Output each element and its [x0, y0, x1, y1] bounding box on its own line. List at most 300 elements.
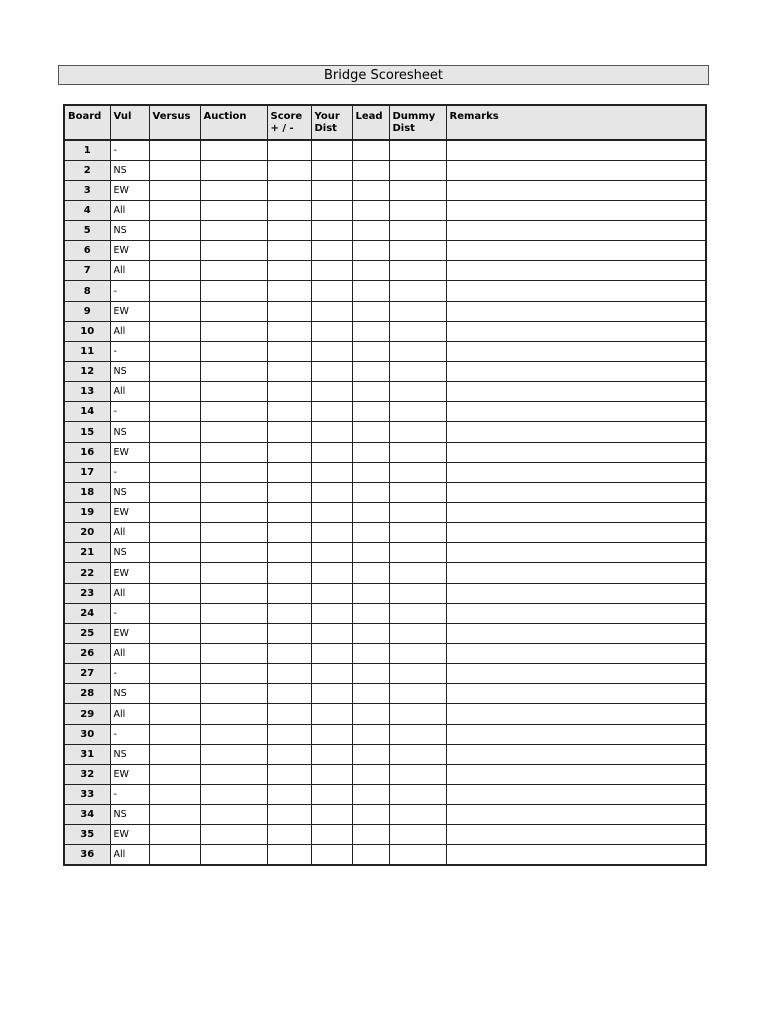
auction-entry-cell[interactable]: [200, 402, 267, 422]
auction-entry-cell[interactable]: [200, 543, 267, 563]
versus-entry-cell[interactable]: [149, 845, 200, 865]
versus-entry-cell[interactable]: [149, 503, 200, 523]
remarks-entry-cell[interactable]: [446, 382, 706, 402]
your-dist-entry-cell[interactable]: [311, 462, 352, 482]
score-entry-cell[interactable]: [267, 442, 311, 462]
board-number-cell: 23: [64, 583, 110, 603]
remarks-entry-cell[interactable]: [446, 503, 706, 523]
your-dist-entry-cell[interactable]: [311, 684, 352, 704]
your-dist-entry-cell[interactable]: [311, 563, 352, 583]
remarks-entry-cell[interactable]: [446, 321, 706, 341]
your-dist-entry-cell[interactable]: [311, 724, 352, 744]
vulnerability-cell: NS: [110, 482, 149, 502]
board-number-cell: 4: [64, 200, 110, 220]
dummy-dist-entry-cell[interactable]: [389, 603, 446, 623]
lead-entry-cell[interactable]: [352, 644, 389, 664]
dummy-dist-entry-cell[interactable]: [389, 462, 446, 482]
auction-entry-cell[interactable]: [200, 724, 267, 744]
auction-entry-cell[interactable]: [200, 160, 267, 180]
remarks-entry-cell[interactable]: [446, 422, 706, 442]
lead-entry-cell[interactable]: [352, 724, 389, 744]
lead-entry-cell[interactable]: [352, 805, 389, 825]
dummy-dist-entry-cell[interactable]: [389, 382, 446, 402]
versus-entry-cell[interactable]: [149, 200, 200, 220]
remarks-entry-cell[interactable]: [446, 744, 706, 764]
score-entry-cell[interactable]: [267, 684, 311, 704]
board-number-cell: 21: [64, 543, 110, 563]
versus-entry-cell[interactable]: [149, 825, 200, 845]
score-entry-cell[interactable]: [267, 200, 311, 220]
your-dist-entry-cell[interactable]: [311, 583, 352, 603]
dummy-dist-entry-cell[interactable]: [389, 664, 446, 684]
lead-entry-cell[interactable]: [352, 221, 389, 241]
vulnerability-cell: NS: [110, 221, 149, 241]
score-entry-cell[interactable]: [267, 422, 311, 442]
table-row: [64, 785, 706, 805]
score-entry-cell[interactable]: [267, 805, 311, 825]
remarks-entry-cell[interactable]: [446, 805, 706, 825]
remarks-entry-cell[interactable]: [446, 180, 706, 200]
vulnerability-cell: -: [110, 603, 149, 623]
lead-entry-cell[interactable]: [352, 301, 389, 321]
lead-entry-cell[interactable]: [352, 664, 389, 684]
your-dist-entry-cell[interactable]: [311, 241, 352, 261]
auction-entry-cell[interactable]: [200, 603, 267, 623]
auction-entry-cell[interactable]: [200, 523, 267, 543]
versus-entry-cell[interactable]: [149, 543, 200, 563]
versus-entry-cell[interactable]: [149, 221, 200, 241]
versus-entry-cell[interactable]: [149, 805, 200, 825]
table-row: [64, 442, 706, 462]
score-entry-cell[interactable]: [267, 180, 311, 200]
remarks-entry-cell[interactable]: [446, 281, 706, 301]
dummy-dist-entry-cell[interactable]: [389, 764, 446, 784]
lead-entry-cell[interactable]: [352, 281, 389, 301]
board-number-cell: 5: [64, 221, 110, 241]
your-dist-entry-cell[interactable]: [311, 785, 352, 805]
remarks-entry-cell[interactable]: [446, 362, 706, 382]
remarks-entry-cell[interactable]: [446, 241, 706, 261]
dummy-dist-entry-cell[interactable]: [389, 341, 446, 361]
auction-entry-cell[interactable]: [200, 684, 267, 704]
versus-entry-cell[interactable]: [149, 664, 200, 684]
lead-entry-cell[interactable]: [352, 684, 389, 704]
score-entry-cell[interactable]: [267, 825, 311, 845]
dummy-dist-entry-cell[interactable]: [389, 422, 446, 442]
dummy-dist-entry-cell[interactable]: [389, 160, 446, 180]
score-entry-cell[interactable]: [267, 160, 311, 180]
auction-entry-cell[interactable]: [200, 623, 267, 643]
vulnerability-cell: NS: [110, 422, 149, 442]
auction-entry-cell[interactable]: [200, 200, 267, 220]
versus-entry-cell[interactable]: [149, 764, 200, 784]
board-number-cell: 3: [64, 180, 110, 200]
versus-entry-cell[interactable]: [149, 644, 200, 664]
dummy-dist-entry-cell[interactable]: [389, 503, 446, 523]
score-entry-cell[interactable]: [267, 764, 311, 784]
lead-entry-cell[interactable]: [352, 623, 389, 643]
remarks-entry-cell[interactable]: [446, 764, 706, 784]
board-number-cell: 14: [64, 402, 110, 422]
versus-entry-cell[interactable]: [149, 482, 200, 502]
auction-entry-cell[interactable]: [200, 422, 267, 442]
dummy-dist-entry-cell[interactable]: [389, 744, 446, 764]
auction-entry-cell[interactable]: [200, 664, 267, 684]
versus-entry-cell[interactable]: [149, 160, 200, 180]
lead-entry-cell[interactable]: [352, 241, 389, 261]
board-number-cell: 30: [64, 724, 110, 744]
versus-entry-cell[interactable]: [149, 744, 200, 764]
dummy-dist-entry-cell[interactable]: [389, 362, 446, 382]
remarks-entry-cell[interactable]: [446, 462, 706, 482]
vulnerability-cell: All: [110, 261, 149, 281]
dummy-dist-entry-cell[interactable]: [389, 543, 446, 563]
your-dist-entry-cell[interactable]: [311, 140, 352, 160]
dummy-dist-entry-cell[interactable]: [389, 261, 446, 281]
your-dist-entry-cell[interactable]: [311, 503, 352, 523]
score-entry-cell[interactable]: [267, 140, 311, 160]
remarks-entry-cell[interactable]: [446, 684, 706, 704]
auction-entry-cell[interactable]: [200, 644, 267, 664]
score-entry-cell[interactable]: [267, 221, 311, 241]
auction-entry-cell[interactable]: [200, 583, 267, 603]
dummy-dist-entry-cell[interactable]: [389, 623, 446, 643]
score-entry-cell[interactable]: [267, 603, 311, 623]
lead-entry-cell[interactable]: [352, 543, 389, 563]
vulnerability-cell: EW: [110, 764, 149, 784]
dummy-dist-entry-cell[interactable]: [389, 704, 446, 724]
auction-entry-cell[interactable]: [200, 341, 267, 361]
remarks-entry-cell[interactable]: [446, 523, 706, 543]
score-entry-cell[interactable]: [267, 362, 311, 382]
versus-entry-cell[interactable]: [149, 341, 200, 361]
score-entry-cell[interactable]: [267, 503, 311, 523]
remarks-entry-cell[interactable]: [446, 221, 706, 241]
score-entry-cell[interactable]: [267, 845, 311, 865]
board-number-cell: 22: [64, 563, 110, 583]
dummy-dist-entry-cell[interactable]: [389, 241, 446, 261]
your-dist-entry-cell[interactable]: [311, 362, 352, 382]
remarks-entry-cell[interactable]: [446, 704, 706, 724]
lead-entry-cell[interactable]: [352, 341, 389, 361]
versus-entry-cell[interactable]: [149, 785, 200, 805]
remarks-entry-cell[interactable]: [446, 623, 706, 643]
your-dist-entry-cell[interactable]: [311, 764, 352, 784]
dummy-dist-entry-cell[interactable]: [389, 583, 446, 603]
your-dist-entry-cell[interactable]: [311, 382, 352, 402]
remarks-entry-cell[interactable]: [446, 261, 706, 281]
lead-entry-cell[interactable]: [352, 462, 389, 482]
dummy-dist-entry-cell[interactable]: [389, 221, 446, 241]
table-row: [64, 845, 706, 865]
score-entry-cell[interactable]: [267, 644, 311, 664]
your-dist-entry-cell[interactable]: [311, 402, 352, 422]
dummy-dist-entry-cell[interactable]: [389, 563, 446, 583]
auction-entry-cell[interactable]: [200, 221, 267, 241]
dummy-dist-entry-cell[interactable]: [389, 200, 446, 220]
column-header-score: Score + / -: [267, 105, 311, 140]
versus-entry-cell[interactable]: [149, 140, 200, 160]
score-entry-cell[interactable]: [267, 402, 311, 422]
table-row: [64, 301, 706, 321]
lead-entry-cell[interactable]: [352, 764, 389, 784]
column-header-lead: Lead: [352, 105, 389, 140]
table-row: [64, 221, 706, 241]
remarks-entry-cell[interactable]: [446, 140, 706, 160]
lead-entry-cell[interactable]: [352, 321, 389, 341]
your-dist-entry-cell[interactable]: [311, 200, 352, 220]
board-number-cell: 17: [64, 462, 110, 482]
versus-entry-cell[interactable]: [149, 382, 200, 402]
auction-entry-cell[interactable]: [200, 764, 267, 784]
table-row: [64, 180, 706, 200]
score-entry-cell[interactable]: [267, 321, 311, 341]
lead-entry-cell[interactable]: [352, 845, 389, 865]
versus-entry-cell[interactable]: [149, 442, 200, 462]
table-row: [64, 341, 706, 361]
versus-entry-cell[interactable]: [149, 563, 200, 583]
lead-entry-cell[interactable]: [352, 523, 389, 543]
lead-entry-cell[interactable]: [352, 704, 389, 724]
table-row: [64, 603, 706, 623]
auction-entry-cell[interactable]: [200, 462, 267, 482]
auction-entry-cell[interactable]: [200, 825, 267, 845]
your-dist-entry-cell[interactable]: [311, 482, 352, 502]
score-entry-cell[interactable]: [267, 261, 311, 281]
your-dist-entry-cell[interactable]: [311, 422, 352, 442]
dummy-dist-entry-cell[interactable]: [389, 301, 446, 321]
scoresheet-body: [64, 140, 706, 865]
table-row: [64, 744, 706, 764]
board-number-cell: 28: [64, 684, 110, 704]
your-dist-entry-cell[interactable]: [311, 281, 352, 301]
board-number-cell: 34: [64, 805, 110, 825]
your-dist-entry-cell[interactable]: [311, 623, 352, 643]
auction-entry-cell[interactable]: [200, 704, 267, 724]
auction-entry-cell[interactable]: [200, 241, 267, 261]
dummy-dist-entry-cell[interactable]: [389, 644, 446, 664]
auction-entry-cell[interactable]: [200, 180, 267, 200]
dummy-dist-entry-cell[interactable]: [389, 321, 446, 341]
score-entry-cell[interactable]: [267, 623, 311, 643]
auction-entry-cell[interactable]: [200, 362, 267, 382]
lead-entry-cell[interactable]: [352, 603, 389, 623]
versus-entry-cell[interactable]: [149, 603, 200, 623]
dummy-dist-entry-cell[interactable]: [389, 845, 446, 865]
lead-entry-cell[interactable]: [352, 382, 389, 402]
score-entry-cell[interactable]: [267, 281, 311, 301]
versus-entry-cell[interactable]: [149, 623, 200, 643]
score-entry-cell[interactable]: [267, 482, 311, 502]
table-row: [64, 583, 706, 603]
score-entry-cell[interactable]: [267, 382, 311, 402]
remarks-entry-cell[interactable]: [446, 160, 706, 180]
header-row: [64, 105, 706, 140]
score-entry-cell[interactable]: [267, 301, 311, 321]
vulnerability-cell: -: [110, 724, 149, 744]
auction-entry-cell[interactable]: [200, 805, 267, 825]
board-number-cell: 20: [64, 523, 110, 543]
dummy-dist-entry-cell[interactable]: [389, 684, 446, 704]
lead-entry-cell[interactable]: [352, 503, 389, 523]
versus-entry-cell[interactable]: [149, 301, 200, 321]
auction-entry-cell[interactable]: [200, 382, 267, 402]
score-entry-cell[interactable]: [267, 241, 311, 261]
auction-entry-cell[interactable]: [200, 744, 267, 764]
remarks-entry-cell[interactable]: [446, 563, 706, 583]
auction-entry-cell[interactable]: [200, 442, 267, 462]
auction-entry-cell[interactable]: [200, 301, 267, 321]
dummy-dist-entry-cell[interactable]: [389, 523, 446, 543]
your-dist-entry-cell[interactable]: [311, 180, 352, 200]
remarks-entry-cell[interactable]: [446, 442, 706, 462]
lead-entry-cell[interactable]: [352, 402, 389, 422]
versus-entry-cell[interactable]: [149, 321, 200, 341]
your-dist-entry-cell[interactable]: [311, 221, 352, 241]
dummy-dist-entry-cell[interactable]: [389, 281, 446, 301]
lead-entry-cell[interactable]: [352, 160, 389, 180]
lead-entry-cell[interactable]: [352, 482, 389, 502]
versus-entry-cell[interactable]: [149, 724, 200, 744]
versus-entry-cell[interactable]: [149, 281, 200, 301]
lead-entry-cell[interactable]: [352, 422, 389, 442]
your-dist-entry-cell[interactable]: [311, 845, 352, 865]
remarks-entry-cell[interactable]: [446, 845, 706, 865]
your-dist-entry-cell[interactable]: [311, 744, 352, 764]
versus-entry-cell[interactable]: [149, 523, 200, 543]
auction-entry-cell[interactable]: [200, 845, 267, 865]
your-dist-entry-cell[interactable]: [311, 442, 352, 462]
your-dist-entry-cell[interactable]: [311, 321, 352, 341]
lead-entry-cell[interactable]: [352, 200, 389, 220]
versus-entry-cell[interactable]: [149, 362, 200, 382]
auction-entry-cell[interactable]: [200, 563, 267, 583]
remarks-entry-cell[interactable]: [446, 341, 706, 361]
remarks-entry-cell[interactable]: [446, 724, 706, 744]
lead-entry-cell[interactable]: [352, 362, 389, 382]
auction-entry-cell[interactable]: [200, 503, 267, 523]
remarks-entry-cell[interactable]: [446, 402, 706, 422]
your-dist-entry-cell[interactable]: [311, 261, 352, 281]
your-dist-entry-cell[interactable]: [311, 603, 352, 623]
vulnerability-cell: All: [110, 321, 149, 341]
table-row: [64, 684, 706, 704]
column-header-auction: Auction: [200, 105, 267, 140]
versus-entry-cell[interactable]: [149, 402, 200, 422]
score-entry-cell[interactable]: [267, 785, 311, 805]
dummy-dist-entry-cell[interactable]: [389, 724, 446, 744]
score-entry-cell[interactable]: [267, 341, 311, 361]
auction-entry-cell[interactable]: [200, 482, 267, 502]
score-entry-cell[interactable]: [267, 664, 311, 684]
board-number-cell: 29: [64, 704, 110, 724]
vulnerability-cell: EW: [110, 563, 149, 583]
versus-entry-cell[interactable]: [149, 261, 200, 281]
dummy-dist-entry-cell[interactable]: [389, 482, 446, 502]
lead-entry-cell[interactable]: [352, 583, 389, 603]
remarks-entry-cell[interactable]: [446, 664, 706, 684]
lead-entry-cell[interactable]: [352, 785, 389, 805]
dummy-dist-entry-cell[interactable]: [389, 180, 446, 200]
dummy-dist-entry-cell[interactable]: [389, 785, 446, 805]
lead-entry-cell[interactable]: [352, 140, 389, 160]
remarks-entry-cell[interactable]: [446, 785, 706, 805]
score-entry-cell[interactable]: [267, 724, 311, 744]
remarks-entry-cell[interactable]: [446, 543, 706, 563]
board-number-cell: 25: [64, 623, 110, 643]
score-entry-cell[interactable]: [267, 462, 311, 482]
auction-entry-cell[interactable]: [200, 321, 267, 341]
table-row: [64, 664, 706, 684]
table-row: [64, 563, 706, 583]
dummy-dist-entry-cell[interactable]: [389, 442, 446, 462]
remarks-entry-cell[interactable]: [446, 301, 706, 321]
score-entry-cell[interactable]: [267, 563, 311, 583]
versus-entry-cell[interactable]: [149, 462, 200, 482]
versus-entry-cell[interactable]: [149, 704, 200, 724]
your-dist-entry-cell[interactable]: [311, 644, 352, 664]
table-row: [64, 644, 706, 664]
your-dist-entry-cell[interactable]: [311, 523, 352, 543]
dummy-dist-entry-cell[interactable]: [389, 805, 446, 825]
remarks-entry-cell[interactable]: [446, 482, 706, 502]
score-entry-cell[interactable]: [267, 523, 311, 543]
score-entry-cell[interactable]: [267, 704, 311, 724]
vulnerability-cell: -: [110, 281, 149, 301]
lead-entry-cell[interactable]: [352, 744, 389, 764]
your-dist-entry-cell[interactable]: [311, 301, 352, 321]
remarks-entry-cell[interactable]: [446, 603, 706, 623]
your-dist-entry-cell[interactable]: [311, 341, 352, 361]
lead-entry-cell[interactable]: [352, 180, 389, 200]
remarks-entry-cell[interactable]: [446, 825, 706, 845]
your-dist-entry-cell[interactable]: [311, 160, 352, 180]
vulnerability-cell: All: [110, 704, 149, 724]
versus-entry-cell[interactable]: [149, 684, 200, 704]
dummy-dist-entry-cell[interactable]: [389, 402, 446, 422]
score-entry-cell[interactable]: [267, 583, 311, 603]
auction-entry-cell[interactable]: [200, 785, 267, 805]
lead-entry-cell[interactable]: [352, 825, 389, 845]
versus-entry-cell[interactable]: [149, 422, 200, 442]
remarks-entry-cell[interactable]: [446, 200, 706, 220]
remarks-entry-cell[interactable]: [446, 644, 706, 664]
versus-entry-cell[interactable]: [149, 241, 200, 261]
your-dist-entry-cell[interactable]: [311, 543, 352, 563]
your-dist-entry-cell[interactable]: [311, 805, 352, 825]
vulnerability-cell: -: [110, 785, 149, 805]
dummy-dist-entry-cell[interactable]: [389, 825, 446, 845]
your-dist-entry-cell[interactable]: [311, 664, 352, 684]
board-number-cell: 35: [64, 825, 110, 845]
auction-entry-cell[interactable]: [200, 261, 267, 281]
versus-entry-cell[interactable]: [149, 583, 200, 603]
lead-entry-cell[interactable]: [352, 563, 389, 583]
table-row: [64, 321, 706, 341]
table-row: [64, 362, 706, 382]
your-dist-entry-cell[interactable]: [311, 704, 352, 724]
remarks-entry-cell[interactable]: [446, 583, 706, 603]
auction-entry-cell[interactable]: [200, 140, 267, 160]
auction-entry-cell[interactable]: [200, 281, 267, 301]
score-entry-cell[interactable]: [267, 744, 311, 764]
lead-entry-cell[interactable]: [352, 261, 389, 281]
lead-entry-cell[interactable]: [352, 442, 389, 462]
your-dist-entry-cell[interactable]: [311, 825, 352, 845]
score-entry-cell[interactable]: [267, 543, 311, 563]
dummy-dist-entry-cell[interactable]: [389, 140, 446, 160]
versus-entry-cell[interactable]: [149, 180, 200, 200]
